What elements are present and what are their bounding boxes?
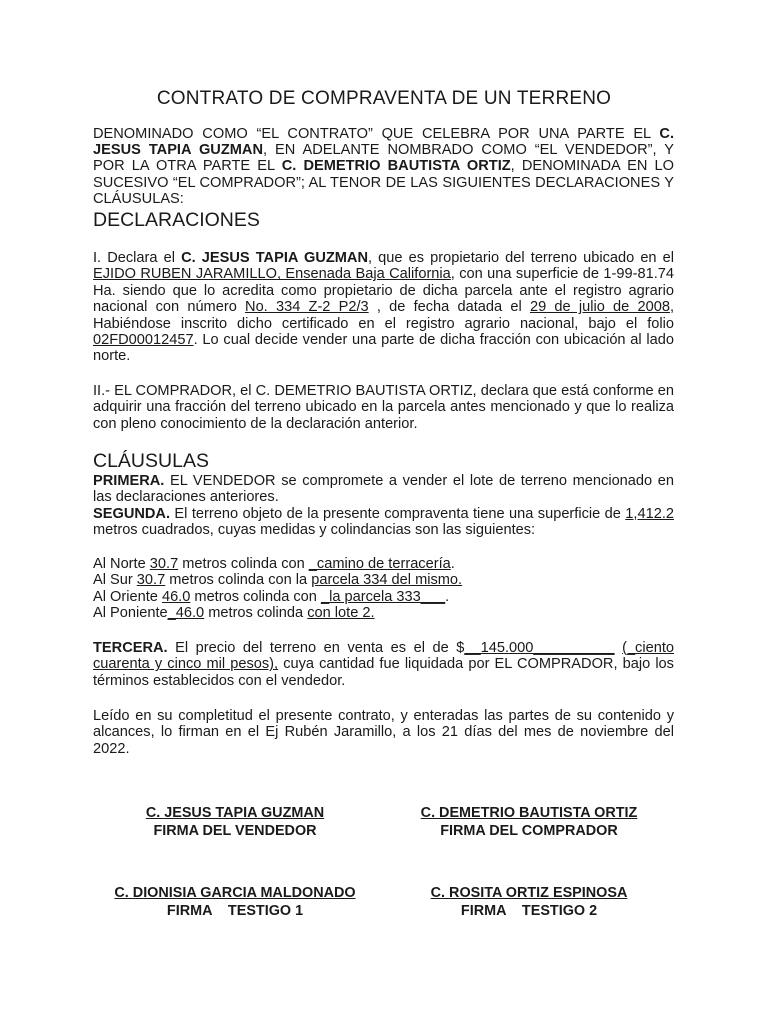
north-text: metros colinda con xyxy=(178,556,309,572)
clauses-1-2 xyxy=(93,473,674,539)
signature-seller xyxy=(110,804,360,840)
closing-paragraph xyxy=(93,708,674,757)
clausulas-heading: CLÁUSULAS xyxy=(93,450,209,472)
buyer-signature-name: C. DEMETRIO BAUTISTA ORTIZ xyxy=(420,805,638,821)
north-neighbor: _camino de terracería xyxy=(308,556,451,572)
decl1-folio: 02FD00012457 xyxy=(93,332,194,349)
tercera-price-words: (_ciento cuarenta y cinco mil pesos), xyxy=(93,640,674,673)
buyer-signature-role: FIRMA DEL COMPRADOR xyxy=(440,823,618,839)
west-label: Al Poniente xyxy=(93,605,168,622)
intro-buyer-name: C. DEMETRIO BAUTISTA ORTIZ xyxy=(281,158,511,175)
decl1-text-1: I. Declara el xyxy=(93,250,182,266)
south-meters: 30.7 xyxy=(136,572,166,589)
intro-text-2: , EN ADELANTE NOMBRADO COMO “EL VENDEDOR”, Y POR LA OTRA PARTE EL xyxy=(93,142,674,175)
primera-text: EL VENDEDOR se compromete a vender el lote de terreno mencionado en las declaraciones anteriores. xyxy=(93,473,674,506)
boundary-east xyxy=(93,589,674,605)
declaraciones-section xyxy=(93,209,674,231)
boundaries-list xyxy=(93,556,674,622)
tercera-text-1: El precio del terreno en venta es el de $ xyxy=(167,640,465,656)
segunda-label: SEGUNDA. xyxy=(93,505,171,522)
segunda-text-2: metros cuadrados, cuyas medidas y colindancias son las siguientes: xyxy=(93,522,536,539)
boundary-west xyxy=(93,605,674,621)
east-end: . xyxy=(445,588,450,605)
intro-text-1: DENOMINADO COMO “EL CONTRATO” QUE CELEBRA POR UNA PARTE EL xyxy=(93,126,660,142)
north-label: Al Norte xyxy=(93,556,150,572)
tercera-price: __145.000__________ xyxy=(464,640,615,656)
witness1-signature-role: FIRMA TESTIGO 1 xyxy=(166,903,304,919)
decl1-date: 29 de julio de 2008 xyxy=(529,299,670,316)
decl1-registry-number: No. 334 Z-2 P2/3 xyxy=(245,299,369,316)
signature-witness-2 xyxy=(405,884,653,920)
tercera-text-2 xyxy=(615,640,623,656)
declaraciones-heading: DECLARACIONES xyxy=(93,209,260,231)
declaration-1 xyxy=(93,250,674,365)
decl1-text-5: , Habiéndose inscrito dicho certificado en el registro agrario nacional, bajo el folio xyxy=(93,299,675,332)
boundary-south xyxy=(93,572,674,588)
segunda-text-1: El terreno objeto de la presente compraventa tiene una superficie de xyxy=(170,505,626,522)
clausulas-section xyxy=(93,450,674,472)
decl1-location: EJIDO RUBEN JARAMILLO, Ensenada Baja California xyxy=(93,266,451,283)
intro-text-3: , DENOMINADA EN LO SUCESIVO “EL COMPRADOR”; AL TENOR DE LAS SIGUIENTES DECLARACIONES Y CLÁUSULAS: xyxy=(93,158,674,207)
east-neighbor: _la parcela 333___ xyxy=(320,588,446,605)
south-neighbor: parcela 334 del mismo. xyxy=(311,572,463,589)
witness1-signature-name: C. DIONISIA GARCIA MALDONADO xyxy=(114,885,356,901)
north-end: . xyxy=(450,556,455,572)
west-meters: _46.0 xyxy=(167,605,205,622)
decl2-text: II.- EL COMPRADOR, el C. DEMETRIO BAUTISTA ORTIZ, declara que está conforme en adquirir una fracción del terreno ubicado en la parcela antes mencionado y que lo realiza con pleno conocimiento de la declaración anterior. xyxy=(93,383,674,432)
seller-signature-role: FIRMA DEL VENDEDOR xyxy=(153,823,317,839)
east-text: metros colinda con xyxy=(190,588,321,605)
signature-buyer xyxy=(395,804,663,840)
witness2-signature-role: FIRMA TESTIGO 2 xyxy=(460,903,598,919)
west-neighbor: con lote 2. xyxy=(307,605,375,622)
primera-label: PRIMERA. xyxy=(93,473,165,489)
south-text: metros colinda con la xyxy=(165,572,312,589)
north-meters: 30.7 xyxy=(149,556,179,572)
decl1-text-4: , de fecha datada el xyxy=(368,299,530,316)
boundary-north xyxy=(93,556,674,572)
intro-paragraph xyxy=(93,126,674,207)
tercera-text-3: cuya cantidad fue liquidada por EL COMPRADOR, bajo los términos establecidos con el vendedor. xyxy=(93,656,674,689)
decl1-text-6: . Lo cual decide vender una parte de dicha fracción con ubicación al lado norte. xyxy=(93,332,674,365)
signature-witness-1 xyxy=(90,884,380,920)
document-title: CONTRATO DE COMPRAVENTA DE UN TERRENO xyxy=(156,88,612,109)
south-label: Al Sur xyxy=(93,572,137,589)
seller-signature-name: C. JESUS TAPIA GUZMAN xyxy=(145,805,325,821)
east-label: Al Oriente xyxy=(93,588,162,605)
east-meters: 46.0 xyxy=(161,588,191,605)
decl1-text-2: , que es propietario del terreno ubicado en el xyxy=(368,250,675,266)
intro-seller-name: C. JESUS TAPIA GUZMAN xyxy=(93,126,674,159)
west-text: metros colinda xyxy=(204,605,308,622)
declaration-2 xyxy=(93,383,674,432)
decl1-seller-name: C. JESUS TAPIA GUZMAN xyxy=(181,250,369,266)
segunda-area: 1,412.2 xyxy=(625,505,674,522)
decl1-text-3: , con una superficie de 1-99-81.74 Ha. siendo que lo acredita como propietario de dicha parcela ante el registro agrario nacional con número xyxy=(93,266,674,316)
clause-3 xyxy=(93,640,674,689)
tercera-label: TERCERA. xyxy=(93,640,168,656)
closing-text: Leído en su completitud el presente contrato, y enteradas las partes de su contenido y alcances, lo firman en el Ej Rubén Jaramillo, a los 21 días del mes de noviembre del 2022. xyxy=(93,708,674,757)
witness2-signature-name: C. ROSITA ORTIZ ESPINOSA xyxy=(430,885,628,901)
